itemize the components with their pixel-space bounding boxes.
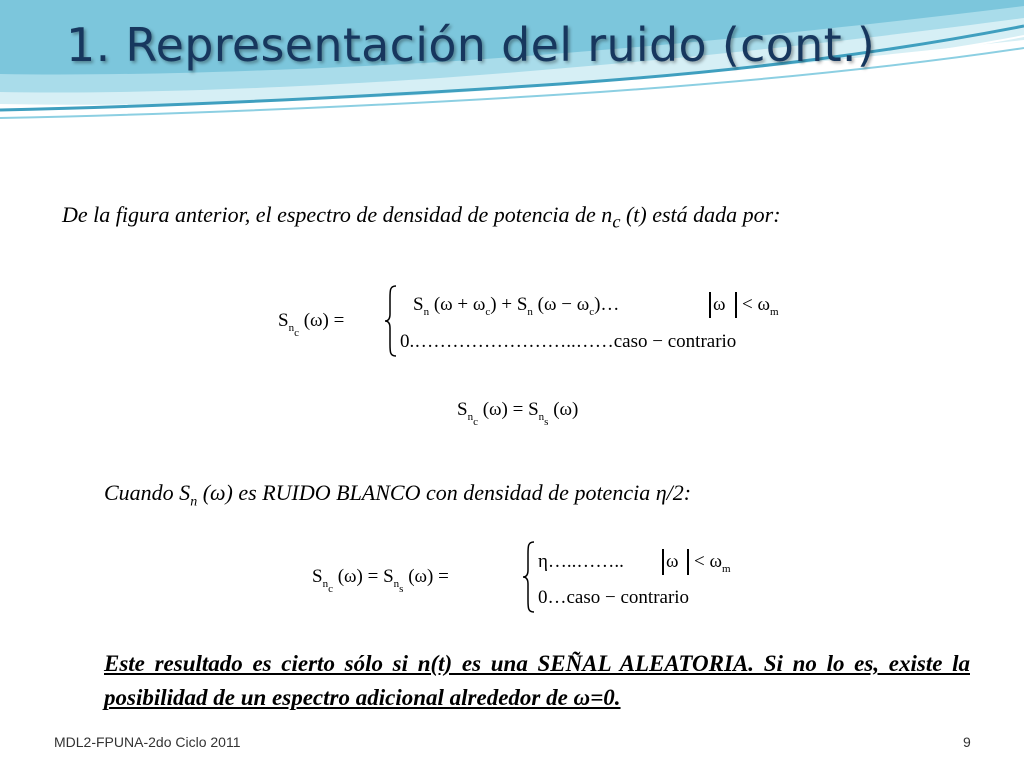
- eq1-lhs: $S_{n_c}$ (ω) =: [278, 310, 345, 339]
- equation-snc-equals-sns: $S_{n_c}$ $(\omega) = S_{n_s}$ (ω): [457, 399, 579, 428]
- eq3-abs-bar-right: [687, 549, 689, 575]
- slide-title: 1. Representación del ruido (cont.): [66, 18, 876, 72]
- intro-paragraph: De la figura anterior, el espectro de densidad de potencia de $n_c$ (t) está dada por:: [62, 202, 781, 232]
- eq1-condition: < $\omega_m$: [742, 294, 779, 318]
- eq1-case2: 0.……………………..……caso − contrario: [400, 331, 737, 352]
- footer-course-label: MDL2-FPUNA-2do Ciclo 2011: [54, 734, 241, 750]
- eq3-case1: η…..……..: [538, 551, 624, 572]
- eq3-brace: [522, 540, 536, 614]
- eq1-brace: [384, 284, 398, 358]
- eq1-omega: ω: [713, 294, 726, 315]
- eq3-case2: 0…caso − contrario: [538, 587, 690, 608]
- eq1-case1: $S_n$ $(\omega + \omega_c) + S_n$ $(\omega - \omega_c)\dots$: [413, 294, 620, 318]
- abs-bar-left: [709, 292, 711, 318]
- eq3-lhs: $S_{n_c}$ $(\omega) = S_{n_s}$ (ω) =: [312, 566, 449, 595]
- abs-bar-right: [735, 292, 737, 318]
- eq3-abs-bar-left: [662, 549, 664, 575]
- footer-page-number: 9: [963, 734, 971, 750]
- conclusion-note: Este resultado es cierto sólo si n(t) es una SEÑAL ALEATORIA. Si no lo es, existe la posibilidad de un espectro adicional alrededor de ω=0.: [104, 651, 970, 710]
- eq3-condition: < $\omega_m$: [694, 551, 731, 575]
- white-noise-sentence: Cuando $S_n$ (ω) es RUIDO BLANCO con densidad de potencia η/2:: [104, 480, 692, 510]
- eq3-omega: ω: [666, 551, 679, 572]
